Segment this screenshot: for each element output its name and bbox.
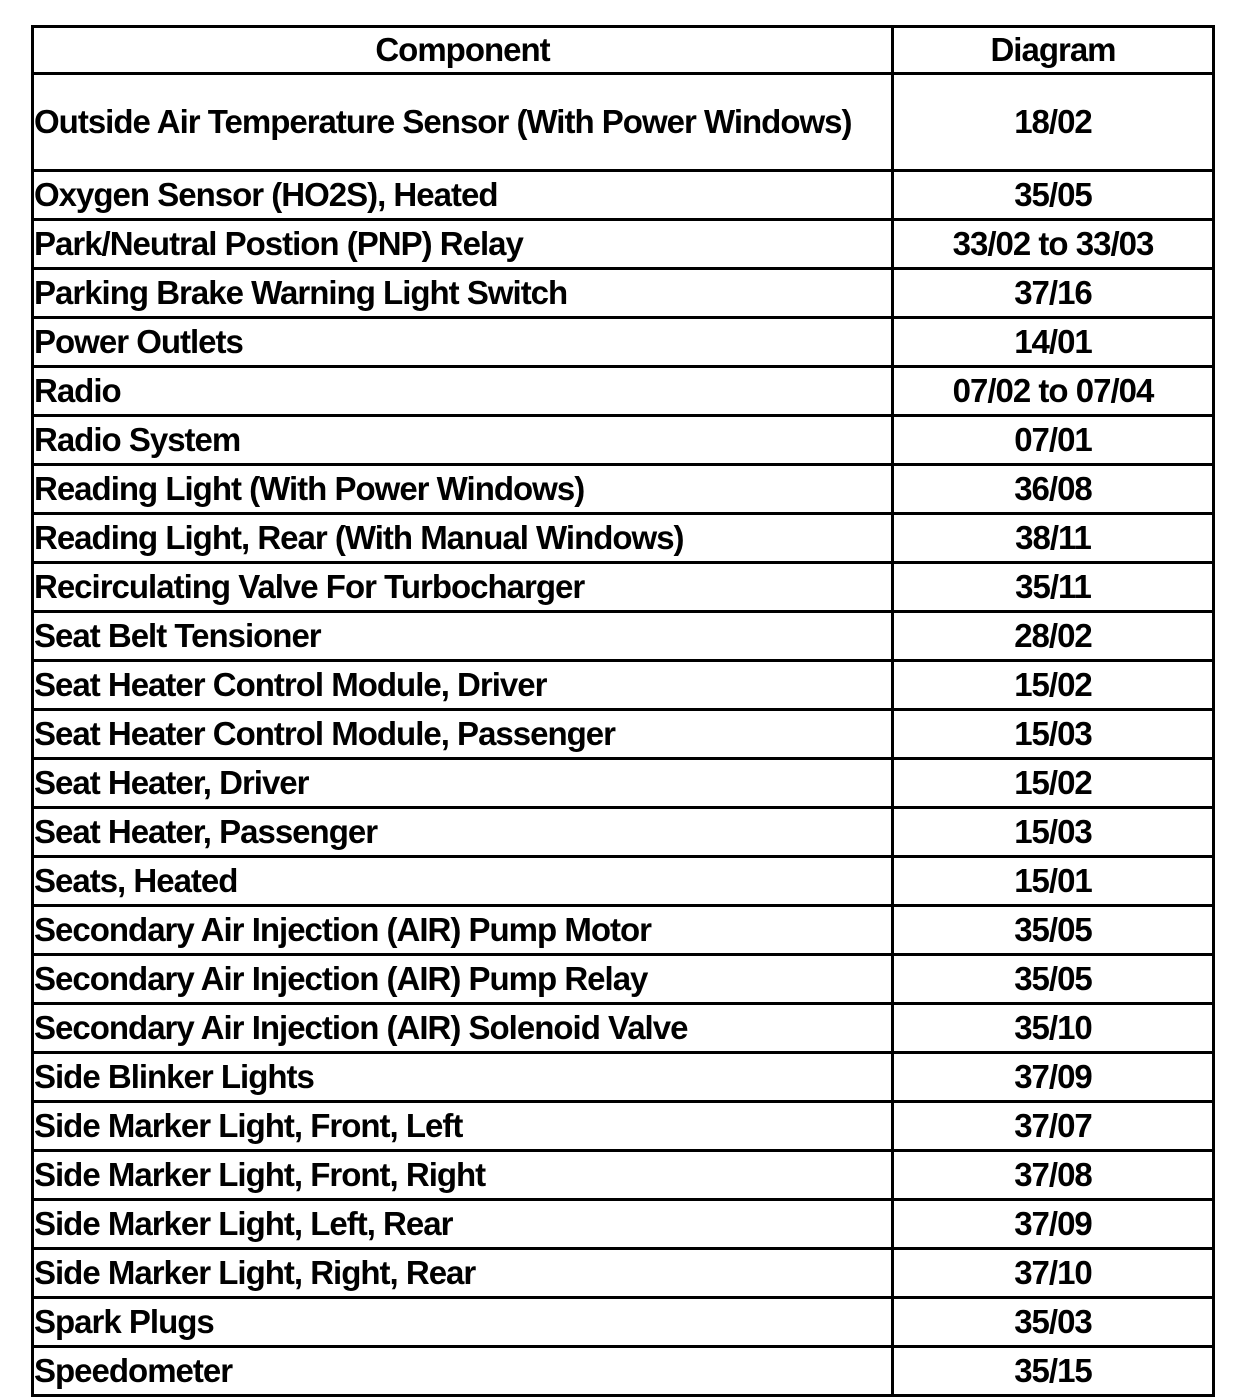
component-cell: Side Marker Light, Right, Rear (33, 1249, 893, 1298)
diagram-cell: 37/10 (893, 1249, 1214, 1298)
component-cell: Secondary Air Injection (AIR) Solenoid Valve (33, 1004, 893, 1053)
component-cell: Side Marker Light, Front, Right (33, 1151, 893, 1200)
table-row (33, 955, 1214, 1004)
diagram-cell: 35/15 (893, 1347, 1214, 1396)
component-cell: Radio (33, 367, 893, 416)
table-row (33, 563, 1214, 612)
table-row (33, 220, 1214, 269)
diagram-cell: 15/03 (893, 808, 1214, 857)
table-row (33, 269, 1214, 318)
component-cell: Parking Brake Warning Light Switch (33, 269, 893, 318)
component-cell: Spark Plugs (33, 1298, 893, 1347)
diagram-cell: 15/02 (893, 661, 1214, 710)
component-cell: Speedometer (33, 1347, 893, 1396)
component-cell: Power Outlets (33, 318, 893, 367)
table-row (33, 74, 1214, 171)
table-body (33, 74, 1214, 1396)
diagram-cell: 07/01 (893, 416, 1214, 465)
table-row (33, 1347, 1214, 1396)
table-row (33, 465, 1214, 514)
table-row (33, 1102, 1214, 1151)
header-row (33, 27, 1214, 74)
diagram-cell: 35/10 (893, 1004, 1214, 1053)
table-row (33, 416, 1214, 465)
diagram-cell: 36/08 (893, 465, 1214, 514)
component-cell: Radio System (33, 416, 893, 465)
diagram-cell: 35/05 (893, 955, 1214, 1004)
diagram-cell: 37/08 (893, 1151, 1214, 1200)
component-cell: Side Marker Light, Left, Rear (33, 1200, 893, 1249)
table-row (33, 661, 1214, 710)
table-row (33, 808, 1214, 857)
diagram-column-header: Diagram (893, 27, 1214, 74)
table-row (33, 367, 1214, 416)
diagram-cell: 15/03 (893, 710, 1214, 759)
table-row (33, 1151, 1214, 1200)
component-cell: Seats, Heated (33, 857, 893, 906)
diagram-cell: 35/05 (893, 906, 1214, 955)
component-cell: Reading Light, Rear (With Manual Windows) (33, 514, 893, 563)
diagram-cell: 18/02 (893, 74, 1214, 171)
table-row (33, 906, 1214, 955)
diagram-cell: 38/11 (893, 514, 1214, 563)
diagram-cell: 28/02 (893, 612, 1214, 661)
component-cell: Oxygen Sensor (HO2S), Heated (33, 171, 893, 220)
table-row (33, 710, 1214, 759)
component-cell: Reading Light (With Power Windows) (33, 465, 893, 514)
table-row (33, 857, 1214, 906)
component-diagram-table (31, 25, 1215, 1397)
table-header (33, 27, 1214, 74)
component-cell: Recirculating Valve For Turbocharger (33, 563, 893, 612)
table-row (33, 318, 1214, 367)
diagram-cell: 33/02 to 33/03 (893, 220, 1214, 269)
component-cell: Side Marker Light, Front, Left (33, 1102, 893, 1151)
component-cell: Outside Air Temperature Sensor (With Power Windows) (33, 74, 893, 171)
diagram-cell: 07/02 to 07/04 (893, 367, 1214, 416)
component-cell: Seat Belt Tensioner (33, 612, 893, 661)
diagram-cell: 35/03 (893, 1298, 1214, 1347)
diagram-cell: 35/11 (893, 563, 1214, 612)
table-row (33, 1053, 1214, 1102)
component-cell: Secondary Air Injection (AIR) Pump Motor (33, 906, 893, 955)
table-row (33, 1004, 1214, 1053)
component-cell: Side Blinker Lights (33, 1053, 893, 1102)
diagram-cell: 35/05 (893, 171, 1214, 220)
component-cell: Secondary Air Injection (AIR) Pump Relay (33, 955, 893, 1004)
component-column-header: Component (33, 27, 893, 74)
table-row (33, 612, 1214, 661)
diagram-cell: 37/09 (893, 1200, 1214, 1249)
component-cell: Park/Neutral Postion (PNP) Relay (33, 220, 893, 269)
diagram-cell: 37/07 (893, 1102, 1214, 1151)
component-cell: Seat Heater, Driver (33, 759, 893, 808)
diagram-cell: 37/09 (893, 1053, 1214, 1102)
component-cell: Seat Heater Control Module, Passenger (33, 710, 893, 759)
table-row (33, 1298, 1214, 1347)
table-row (33, 514, 1214, 563)
table-row (33, 1249, 1214, 1298)
diagram-cell: 14/01 (893, 318, 1214, 367)
table-row (33, 171, 1214, 220)
diagram-cell: 15/01 (893, 857, 1214, 906)
diagram-cell: 15/02 (893, 759, 1214, 808)
table-row (33, 1200, 1214, 1249)
diagram-cell: 37/16 (893, 269, 1214, 318)
table-row (33, 759, 1214, 808)
component-cell: Seat Heater Control Module, Driver (33, 661, 893, 710)
component-cell: Seat Heater, Passenger (33, 808, 893, 857)
